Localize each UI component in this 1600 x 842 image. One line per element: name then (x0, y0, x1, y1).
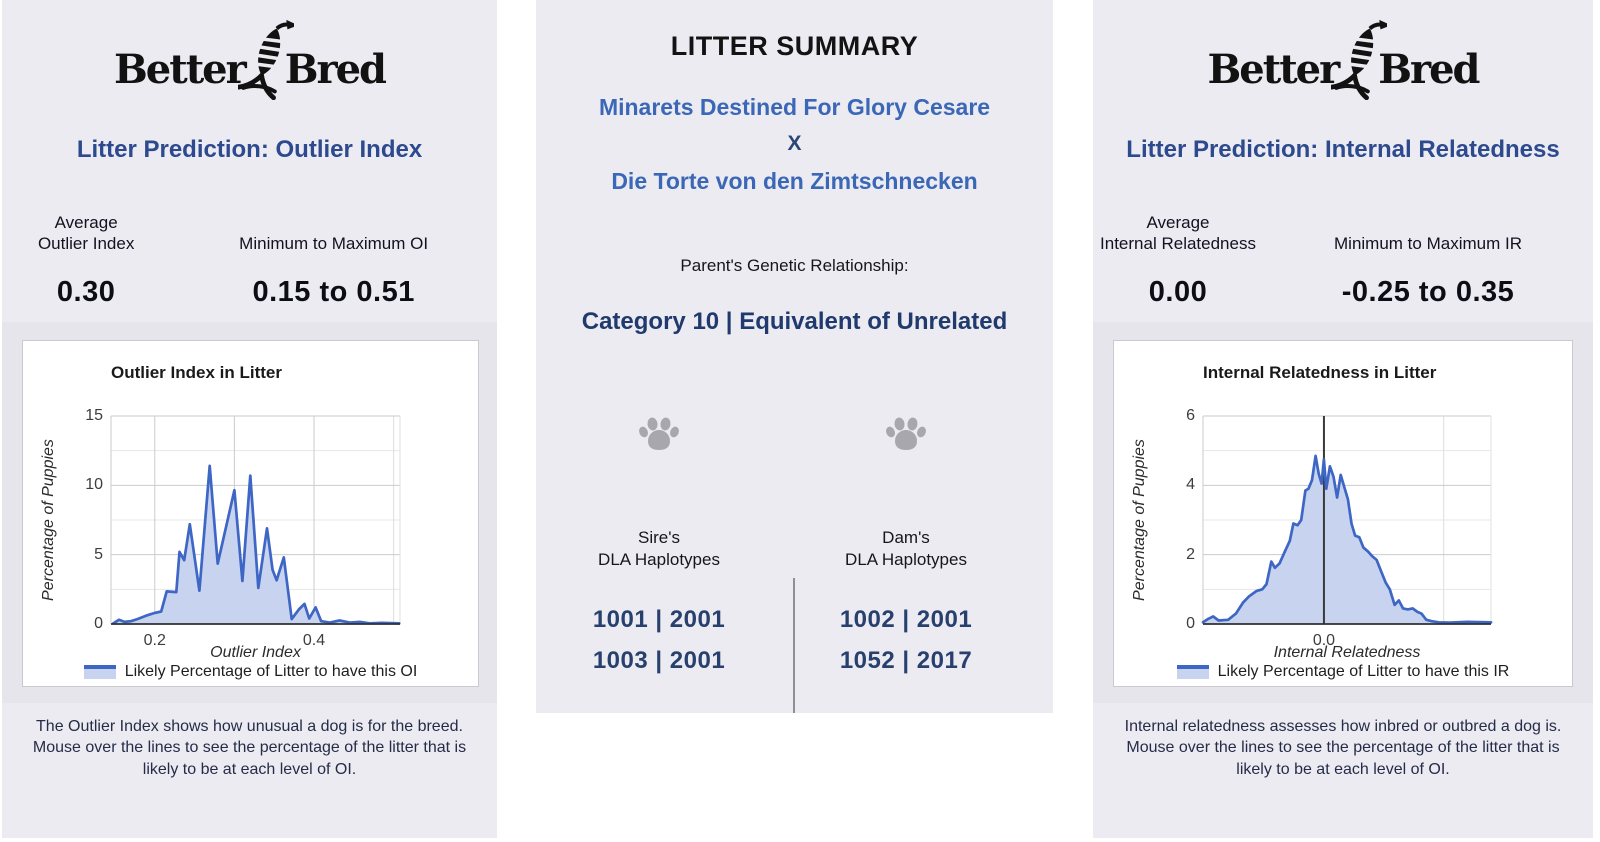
oi-legend-label: Likely Percentage of Litter to have this OI (124, 663, 418, 680)
dam-paw-icon (884, 413, 928, 453)
ir-legend-swatch-icon (1177, 665, 1209, 679)
oi-panel-title: Litter Prediction: Outlier Index (76, 136, 423, 163)
ir-y-axis-title: Percentage of Puppies (1131, 439, 1148, 601)
ir-chart-section (1093, 322, 1593, 703)
oi-legend-swatch-icon (84, 665, 116, 679)
y-axis-tick-label: 10 (85, 476, 103, 494)
betterbred-logo (1093, 0, 1593, 96)
sire-name-link[interactable]: Minarets Destined For Glory Cesare (598, 94, 991, 120)
ir-stats-row (1093, 210, 1593, 309)
oi-chart-card (22, 340, 479, 687)
y-axis-tick-label: 0 (1186, 615, 1195, 632)
oi-legend (23, 663, 478, 681)
sire-haplotype-row: 1001 | 2001 (592, 606, 726, 633)
y-axis-tick-label: 4 (1186, 476, 1195, 494)
ir-minmax-label: Minimum to Maximum IR (1334, 233, 1522, 253)
cross-symbol: X (787, 132, 802, 155)
oi-minmax-value: 0.15 to 0.51 (252, 276, 415, 308)
sire-haplotype-row: 1003 | 2001 (592, 647, 726, 674)
ir-average-stat (1093, 210, 1263, 309)
litter-summary-title: LITTER SUMMARY (670, 31, 919, 61)
dam-haplotype-list (806, 608, 1006, 690)
dam-dla-label: Dam's DLA Haplotypes (845, 528, 967, 570)
ir-minmax-value: -0.25 to 0.35 (1341, 276, 1515, 308)
dam-haplotype-row: 1052 | 2017 (839, 647, 973, 674)
oi-chart-title: Outlier Index in Litter (111, 363, 282, 382)
oi-chart-plot[interactable] (111, 416, 400, 624)
ir-chart-card (1113, 340, 1573, 687)
x-axis-tick-label: 0.0 (1312, 632, 1336, 649)
ir-chart-plot[interactable] (1203, 416, 1491, 624)
oi-minmax-label: Minimum to Maximum OI (239, 233, 429, 253)
sire-haplotype-list (559, 608, 759, 690)
logo-word-bred: Bred (1378, 46, 1479, 93)
oi-average-value: 0.30 (56, 276, 116, 308)
logo-word-better: Better (113, 46, 245, 93)
genetic-relationship-label: Parent's Genetic Relationship: (680, 256, 909, 275)
dam-name-link[interactable]: Die Torte von den Zimtschnecken (611, 168, 978, 194)
x-axis-tick-label: 0.4 (302, 632, 326, 649)
litter-summary-panel (536, 0, 1053, 713)
oi-stats-row (2, 210, 497, 309)
ir-minmax-stat (1263, 210, 1593, 309)
logo-word-bred: Bred (284, 46, 386, 93)
x-axis-tick-label: 0.2 (143, 632, 166, 649)
y-axis-tick-label: 6 (1186, 407, 1195, 424)
logo-word-better: Better (1207, 46, 1339, 93)
outlier-index-panel (2, 0, 497, 838)
dla-divider (793, 578, 795, 713)
oi-minmax-stat (170, 210, 497, 309)
sire-paw-icon (637, 413, 681, 453)
genetic-relationship-value: Category 10 | Equivalent of Unrelated (581, 308, 1008, 335)
y-axis-tick-label: 5 (94, 545, 103, 563)
ir-average-label: Average Internal Relatedness (1100, 212, 1256, 253)
ir-panel-title: Litter Prediction: Internal Relatedness (1126, 136, 1560, 163)
oi-average-stat (2, 210, 170, 309)
oi-chart-section (2, 322, 497, 703)
ir-legend-label: Likely Percentage of Litter to have this IR (1217, 663, 1510, 680)
y-axis-tick-label: 15 (85, 407, 103, 424)
y-axis-tick-label: 2 (1186, 545, 1195, 563)
dam-haplotype-row: 1002 | 2001 (839, 606, 973, 633)
ir-chart-title: Internal Relatedness in Litter (1203, 363, 1437, 382)
oi-average-label: Average Outlier Index (37, 212, 135, 253)
oi-footer-note: The Outlier Index shows how unusual a dog is for the breed. Mouse over the lines to see the percentage of the litter that is likely to be at each level of OI. (32, 718, 467, 778)
internal-relatedness-panel (1093, 0, 1593, 838)
ir-x-axis-title: Internal Relatedness (1273, 644, 1421, 661)
ir-legend (1114, 663, 1572, 681)
ir-footer-note: Internal relatedness assesses how inbred or outbred a dog is. Mouse over the lines to see the percentage of the litter that is likely to be at each level of OI. (1124, 718, 1562, 778)
oi-x-axis-title: Outlier Index (210, 644, 301, 661)
ir-average-value: 0.00 (1148, 276, 1208, 308)
y-axis-tick-label: 0 (94, 615, 103, 632)
betterbred-logo (2, 0, 497, 96)
sire-dla-label: Sire's DLA Haplotypes (598, 528, 720, 570)
oi-y-axis-title: Percentage of Puppies (40, 439, 57, 601)
